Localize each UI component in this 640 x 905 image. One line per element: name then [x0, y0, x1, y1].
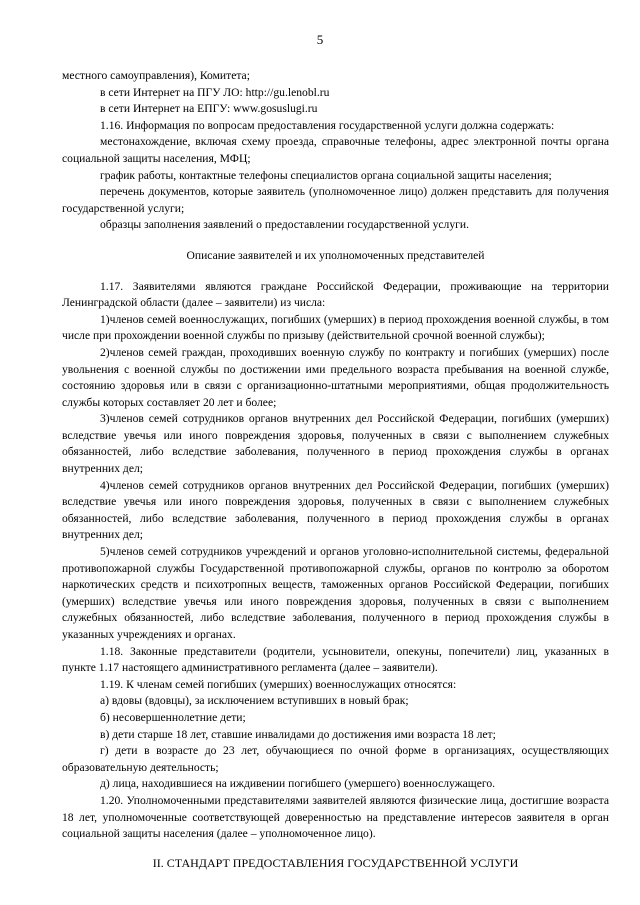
paragraph: график работы, контактные телефоны специалистов органа социальной защиты населения;: [100, 168, 552, 182]
list-item: в) дети старше 18 лет, ставшие инвалидами до достижения ими возраста 18 лет;: [100, 727, 496, 741]
list-item: 5)членов семей сотрудников учреждений и органов уголовно-исполнительной системы, федеральной противопожарной службы Государственной противопожарной службы, органов по контролю за оборотом наркотических средств и психотропных веществ, таможенных органов Российской Федерации, погибших (умерших) вследствие увечья или иного повреждения здоровья, полученных в связи с выполнением служебных обязанностей, либо вследствие заболевания, полученного в период прохождения службы в указанных учреждениях и органах.: [62, 545, 609, 641]
paragraph-pgu-link: в сети Интернет на ПГУ ЛО: http://gu.lenobl.ru: [100, 85, 330, 99]
paragraph: местного самоуправления), Комитета;: [62, 69, 250, 82]
paragraph: местонахождение, включая схему проезда, справочные телефоны, адрес электронной почты органа социальной защиты населения, МФЦ;: [62, 135, 609, 165]
paragraph: 1.18. Законные представители (родители, усыновители, опекуны, попечители) лиц, указанных в пункте 1.17 настоящего административного регламента (далее – заявители).: [62, 644, 609, 675]
list-item: 2)членов семей граждан, проходивших военную службу по контракту и погибших (умерших) после увольнения с военной службы по достижении ими предельного возраста пребывания на военной службе, состоянию здоровья или в связи с организационно-штатными мероприятиями, общая продолжительность службы которых составляет 20 лет и более;: [62, 345, 609, 409]
paragraph: 1.20. Уполномоченными представителями заявителей являются физические лица, достигшие возраста 18 лет, уполномоченные соответствующей доверенностью на представление интересов заявителя в орган социальной защиты населения (далее – уполномоченное лицо).: [62, 793, 609, 841]
list-item: б) несовершеннолетние дети;: [100, 710, 246, 724]
list-item: 1)членов семей военнослужащих, погибших (умерших) в период прохождения военной службы, в том числе при прохождении военной службы по призыву (действительной срочной военной службы);: [62, 312, 609, 343]
paragraph: перечень документов, которые заявитель (уполномоченное лицо) должен представить для получения государственной услуги;: [62, 185, 609, 215]
list-item: 4)членов семей сотрудников органов внутренних дел Российской Федерации, погибших (умерших) вследствие увечья или иного повреждения здоровья, полученных в связи с выполнением служебных обязанностей, либо вследствие заболевания, полученного в период прохождения службы в органах внутренних дел;: [62, 478, 609, 542]
list-item: 3)членов семей сотрудников органов внутренних дел Российской Федерации, погибших (умерших) вследствие увечья или иного повреждения здоровья, полученных в связи с выполнением служебных обязанностей, либо вследствие заболевания, полученного в период прохождения службы в органах внутренних дел;: [62, 412, 609, 476]
page-number: 5: [316, 32, 324, 47]
subsection-title: Описание заявителей и их уполномоченных представителей: [186, 248, 485, 262]
paragraph: 1.19. К членам семей погибших (умерших) военнослужащих относятся:: [100, 677, 457, 691]
paragraph: образцы заполнения заявлений о предоставлении государственной услуги.: [100, 218, 469, 232]
paragraph: 1.16. Информация по вопросам предоставления государственной услуги должна содержать:: [100, 118, 555, 132]
paragraph: 1.17. Заявителями являются граждане Российской Федерации, проживающие на территории Ленинградской области (далее – заявители) из числа:: [62, 279, 609, 310]
document-body: [62, 68, 609, 871]
paragraph-epgu-link: в сети Интернет на ЕПГУ: www.gosuslugi.ru: [100, 102, 318, 116]
list-item: д) лица, находившиеся на иждивении погибшего (умершего) военнослужащего.: [100, 777, 496, 791]
list-item: г) дети в возрасте до 23 лет, обучающиеся по очной форме в организациях, осуществляющих образовательную деятельность;: [62, 744, 609, 774]
list-item: а) вдовы (вдовцы), за исключением вступивших в новый брак;: [100, 694, 409, 708]
section-title: II. СТАНДАРТ ПРЕДОСТАВЛЕНИЯ ГОСУДАРСТВЕННОЙ УСЛУГИ: [152, 855, 519, 870]
